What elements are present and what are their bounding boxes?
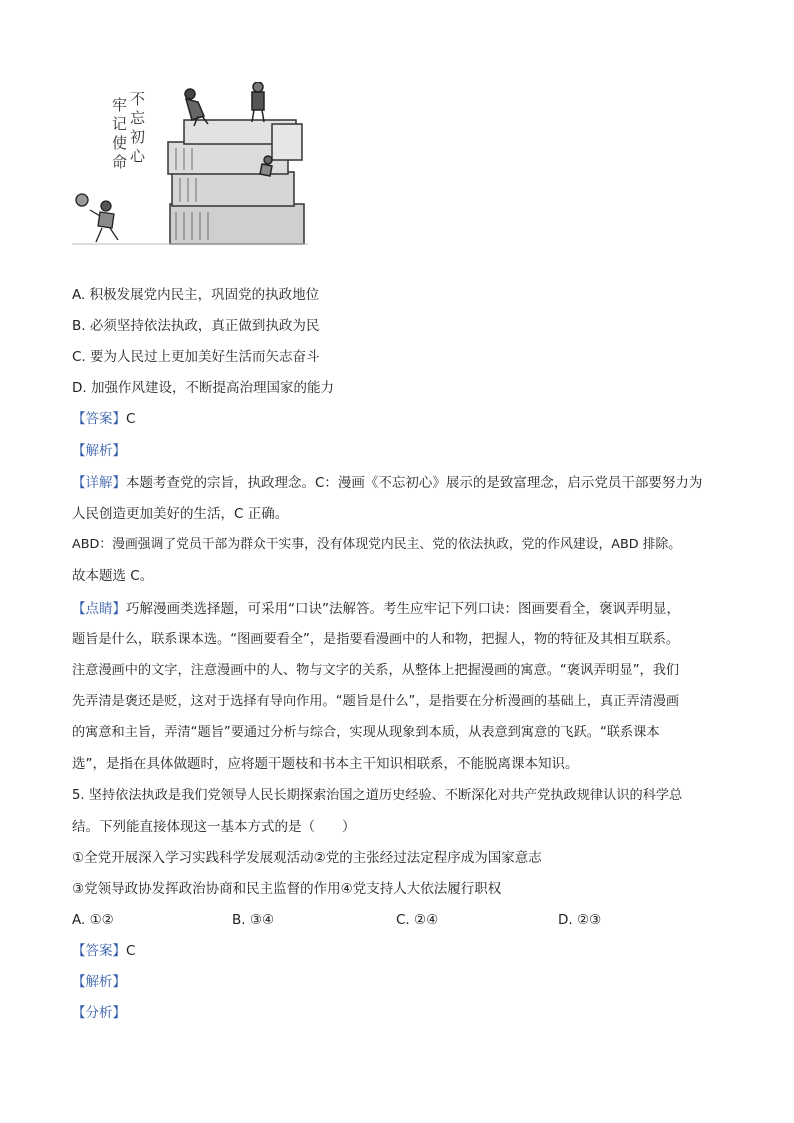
answer-tag: 【答案】 xyxy=(72,411,126,427)
q5-stem-line-1: 5. 坚持依法执政是我们党领导人民长期探索治国之道历史经验、不断深化对共产党执政规律认识的科学总 xyxy=(72,788,683,803)
q5-choice-a: A. ①② xyxy=(72,912,114,928)
q4-option-b: B. 必须坚持依法执政，真正做到执政为民 xyxy=(72,318,320,334)
q4-tip-line-3: 注意漫画中的文字，注意漫画中的人、物与文字的关系，从整体上把握漫画的寓意。“褒讽弄明显”，我们 xyxy=(72,663,680,678)
answer-value: C xyxy=(126,411,136,427)
q4-detail-line-4: 故本题选 C。 xyxy=(72,568,154,584)
detail-tag: 【详解】 xyxy=(72,475,126,491)
tip-tag: 【点睛】 xyxy=(72,601,126,617)
answer-tag: 【答案】 xyxy=(72,943,126,959)
q4-option-c: C. 要为人民过上更加美好生活而矢志奋斗 xyxy=(72,349,320,365)
caption-left-2: 记 xyxy=(112,115,128,133)
q5-item-line-2: ③党领导政协发挥政治协商和民主监督的作用④党支持人大依法履行职权 xyxy=(72,881,502,897)
q4-tip-line-4: 先弄清是褒还是贬，这对于选择有导向作用。“题旨是什么”，是指要在分析漫画的基础上，真正弄清漫画 xyxy=(72,694,680,709)
fenxi-tag: 【分析】 xyxy=(72,1005,126,1021)
caption-right-2: 忘 xyxy=(130,109,146,127)
q5-choice-b: B. ③④ xyxy=(232,912,275,928)
cartoon-illustration xyxy=(72,82,308,248)
q4-tip-line-6: 选”，是指在具体做题时，应将题干题枝和书本主干知识相联系，不能脱离课本知识。 xyxy=(72,756,579,772)
q5-answer xyxy=(72,942,135,960)
caption-right-3: 初 xyxy=(130,128,146,146)
tip-text-1: 巧解漫画类选择题，可采用“口诀”法解答。考生应牢记下列口诀：图画要看全，褒讽弄明显， xyxy=(126,601,680,617)
q4-option-d: D. 加强作风建设，不断提高治理国家的能力 xyxy=(72,380,334,396)
q4-detail-line-3: ABD：漫画强调了党员干部为群众干实事，没有体现党内民主、党的依法执政，党的作风建设，ABD 排除。 xyxy=(72,537,682,552)
caption-right-1: 不 xyxy=(130,90,146,108)
analysis-tag: 【解析】 xyxy=(72,974,126,990)
analysis-tag: 【解析】 xyxy=(72,443,126,459)
q4-tip-line-5: 的寓意和主旨，弄清“题旨”要通过分析与综合，实现从现象到本质，从表意到寓意的飞跃。“联系课本 xyxy=(72,725,660,740)
q4-tip-line-1 xyxy=(72,600,680,618)
q5-stem-line-2: 结。下列能直接体现这一基本方式的是（ ） xyxy=(72,819,356,835)
q5-fenxi-heading xyxy=(72,1004,126,1022)
answer-value: C xyxy=(126,943,136,959)
q5-choice-c: C. ②④ xyxy=(396,912,439,928)
q5-item-line-1: ①全党开展深入学习实践科学发展观活动②党的主张经过法定程序成为国家意志 xyxy=(72,850,542,866)
q4-answer xyxy=(72,410,135,428)
detail-text-1: 本题考查党的宗旨，执政理念。C：漫画《不忘初心》展示的是致富理念，启示党员干部要努力为 xyxy=(126,475,703,491)
caption-left-3: 使 xyxy=(112,134,128,152)
q5-analysis-heading xyxy=(72,973,126,991)
q4-analysis-heading xyxy=(72,442,126,460)
q4-detail-line-2: 人民创造更加美好的生活，C 正确。 xyxy=(72,506,289,522)
q4-option-a: A. 积极发展党内民主，巩固党的执政地位 xyxy=(72,287,320,303)
caption-left-4: 命 xyxy=(112,153,128,171)
caption-right-4: 心 xyxy=(130,147,146,165)
q4-tip-line-2: 题旨是什么，联系课本选。“图画要看全”，是指要看漫画中的人和物，把握人，物的特征及其相互联系。 xyxy=(72,632,680,647)
q4-detail-line-1 xyxy=(72,474,702,492)
caption-left-1: 牢 xyxy=(112,96,128,114)
q5-choice-d: D. ②③ xyxy=(558,912,602,928)
